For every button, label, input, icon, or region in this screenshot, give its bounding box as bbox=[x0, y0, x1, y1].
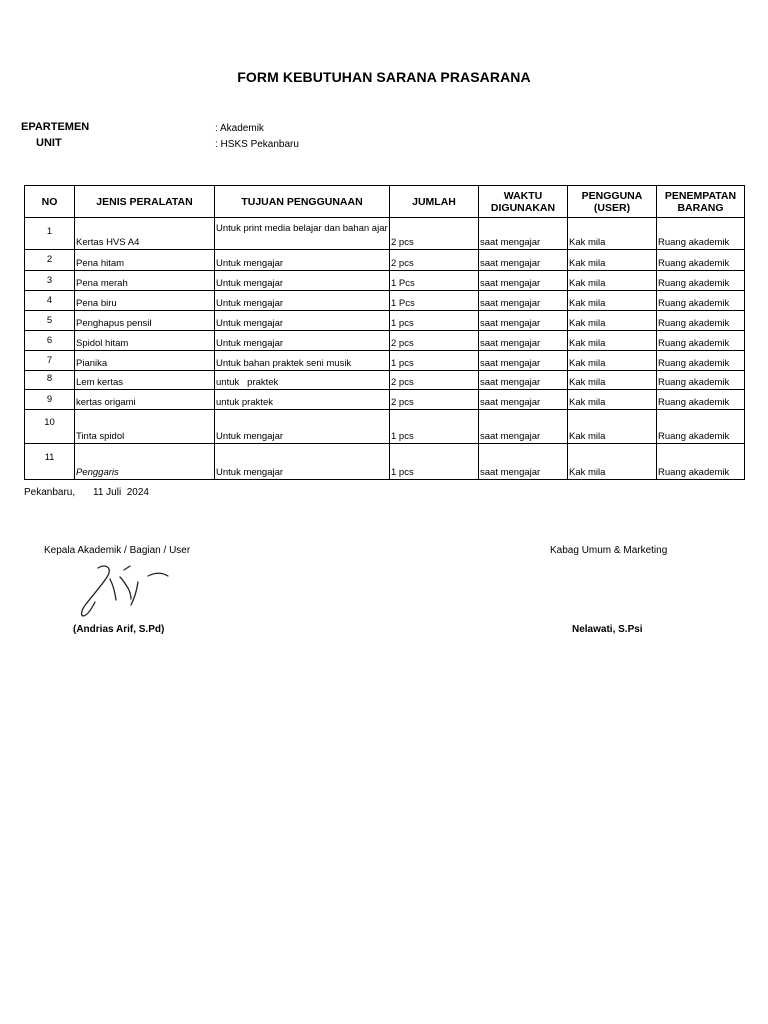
row-tujuan: Untuk mengajar bbox=[215, 410, 390, 444]
row-pengguna: Kak mila bbox=[568, 444, 657, 480]
table-row bbox=[25, 271, 745, 291]
row-pengguna: Kak mila bbox=[568, 311, 657, 331]
row-pengguna: Kak mila bbox=[568, 271, 657, 291]
table-row bbox=[25, 410, 745, 444]
header-waktu-digunakan: WAKTU DIGUNAKAN bbox=[479, 186, 568, 218]
place-label: Pekanbaru, bbox=[24, 487, 76, 498]
row-jumlah: 1 Pcs bbox=[390, 291, 479, 311]
row-jumlah: 1 pcs bbox=[390, 410, 479, 444]
row-no: 1 bbox=[25, 218, 75, 250]
header-pengguna: PENGGUNA (USER) bbox=[568, 186, 657, 218]
row-pengguna: Kak mila bbox=[568, 331, 657, 351]
row-penempatan: Ruang akademik bbox=[657, 351, 745, 371]
row-waktu: saat mengajar bbox=[479, 410, 568, 444]
row-waktu: saat mengajar bbox=[479, 444, 568, 480]
form-title: FORM KEBUTUHAN SARANA PRASARANA bbox=[237, 69, 531, 85]
header-penempatan-barang: PENEMPATAN BARANG bbox=[657, 186, 745, 218]
row-penempatan: Ruang akademik bbox=[657, 218, 745, 250]
row-penempatan: Ruang akademik bbox=[657, 291, 745, 311]
row-no: 6 bbox=[25, 331, 75, 351]
unit-value: : HSKS Pekanbaru bbox=[215, 139, 299, 150]
row-jumlah: 1 Pcs bbox=[390, 271, 479, 291]
row-penempatan: Ruang akademik bbox=[657, 371, 745, 390]
row-penempatan: Ruang akademik bbox=[657, 390, 745, 410]
row-jenis: Pianika bbox=[75, 351, 215, 371]
row-jenis: Kertas HVS A4 bbox=[75, 218, 215, 250]
header-tujuan-penggunaan: TUJUAN PENGGUNAAN bbox=[215, 186, 390, 218]
row-tujuan: Untuk print media belajar dan bahan ajar bbox=[215, 218, 390, 250]
row-jenis: Penggaris bbox=[75, 444, 215, 480]
row-jumlah: 2 pcs bbox=[390, 250, 479, 271]
row-tujuan: Untuk bahan praktek seni musik bbox=[215, 351, 390, 371]
table-row bbox=[25, 390, 745, 410]
row-jumlah: 2 pcs bbox=[390, 390, 479, 410]
row-waktu: saat mengajar bbox=[479, 271, 568, 291]
row-jumlah: 1 pcs bbox=[390, 444, 479, 480]
row-pengguna: Kak mila bbox=[568, 250, 657, 271]
row-waktu: saat mengajar bbox=[479, 390, 568, 410]
table-row bbox=[25, 444, 745, 480]
row-penempatan: Ruang akademik bbox=[657, 444, 745, 480]
row-tujuan: Untuk mengajar bbox=[215, 331, 390, 351]
row-jenis: Tinta spidol bbox=[75, 410, 215, 444]
right-role-label: Kabag Umum & Marketing bbox=[550, 545, 668, 556]
row-pengguna: Kak mila bbox=[568, 390, 657, 410]
row-no: 2 bbox=[25, 250, 75, 271]
row-pengguna: Kak mila bbox=[568, 410, 657, 444]
row-waktu: saat mengajar bbox=[479, 291, 568, 311]
table-row bbox=[25, 371, 745, 390]
left-role-label: Kepala Akademik / Bagian / User bbox=[44, 545, 191, 556]
row-penempatan: Ruang akademik bbox=[657, 311, 745, 331]
row-no: 11 bbox=[25, 444, 75, 480]
row-jenis: kertas origami bbox=[75, 390, 215, 410]
unit-label: UNIT bbox=[36, 137, 62, 149]
row-tujuan: Untuk mengajar bbox=[215, 271, 390, 291]
row-waktu: saat mengajar bbox=[479, 331, 568, 351]
row-tujuan: untuk praktek bbox=[215, 371, 390, 390]
table-row bbox=[25, 331, 745, 351]
handwritten-signature-icon bbox=[76, 562, 176, 622]
row-pengguna: Kak mila bbox=[568, 351, 657, 371]
row-tujuan: Untuk mengajar bbox=[215, 311, 390, 331]
table-row bbox=[25, 351, 745, 371]
row-waktu: saat mengajar bbox=[479, 311, 568, 331]
row-penempatan: Ruang akademik bbox=[657, 410, 745, 444]
row-no: 7 bbox=[25, 351, 75, 371]
right-signatory-name: Nelawati, S.Psi bbox=[572, 624, 643, 635]
table-row bbox=[25, 218, 745, 250]
row-pengguna: Kak mila bbox=[568, 291, 657, 311]
header-jumlah: JUMLAH bbox=[390, 186, 479, 218]
row-waktu: saat mengajar bbox=[479, 218, 568, 250]
row-jumlah: 1 pcs bbox=[390, 351, 479, 371]
row-no: 8 bbox=[25, 371, 75, 390]
table-header-row bbox=[25, 186, 745, 218]
row-jumlah: 2 pcs bbox=[390, 371, 479, 390]
row-pengguna: Kak mila bbox=[568, 218, 657, 250]
header-no: NO bbox=[25, 186, 75, 218]
table-row bbox=[25, 291, 745, 311]
row-jumlah: 2 pcs bbox=[390, 218, 479, 250]
departemen-value: : Akademik bbox=[215, 123, 264, 134]
row-jenis: Pena hitam bbox=[75, 250, 215, 271]
row-tujuan: Untuk mengajar bbox=[215, 250, 390, 271]
requirements-table bbox=[24, 185, 745, 480]
row-tujuan: Untuk mengajar bbox=[215, 444, 390, 480]
row-penempatan: Ruang akademik bbox=[657, 250, 745, 271]
row-pengguna: Kak mila bbox=[568, 371, 657, 390]
row-no: 5 bbox=[25, 311, 75, 331]
row-jumlah: 2 pcs bbox=[390, 331, 479, 351]
row-no: 10 bbox=[25, 410, 75, 444]
date-label: 11 Juli 2024 bbox=[93, 487, 149, 498]
row-jenis: Lem kertas bbox=[75, 371, 215, 390]
row-jenis: Pena biru bbox=[75, 291, 215, 311]
row-waktu: saat mengajar bbox=[479, 351, 568, 371]
row-jenis: Penghapus pensil bbox=[75, 311, 215, 331]
row-penempatan: Ruang akademik bbox=[657, 331, 745, 351]
row-waktu: saat mengajar bbox=[479, 371, 568, 390]
row-jenis: Spidol hitam bbox=[75, 331, 215, 351]
row-tujuan: Untuk mengajar bbox=[215, 291, 390, 311]
left-signatory-name: (Andrias Arif, S.Pd) bbox=[73, 624, 165, 635]
header-jenis-peralatan: JENIS PERALATAN bbox=[75, 186, 215, 218]
row-no: 9 bbox=[25, 390, 75, 410]
table-row bbox=[25, 311, 745, 331]
row-jenis: Pena merah bbox=[75, 271, 215, 291]
row-waktu: saat mengajar bbox=[479, 250, 568, 271]
row-jumlah: 1 pcs bbox=[390, 311, 479, 331]
row-penempatan: Ruang akademik bbox=[657, 271, 745, 291]
row-no: 4 bbox=[25, 291, 75, 311]
table-row bbox=[25, 250, 745, 271]
row-tujuan: untuk praktek bbox=[215, 390, 390, 410]
row-no: 3 bbox=[25, 271, 75, 291]
departemen-label: EPARTEMEN bbox=[21, 121, 90, 133]
